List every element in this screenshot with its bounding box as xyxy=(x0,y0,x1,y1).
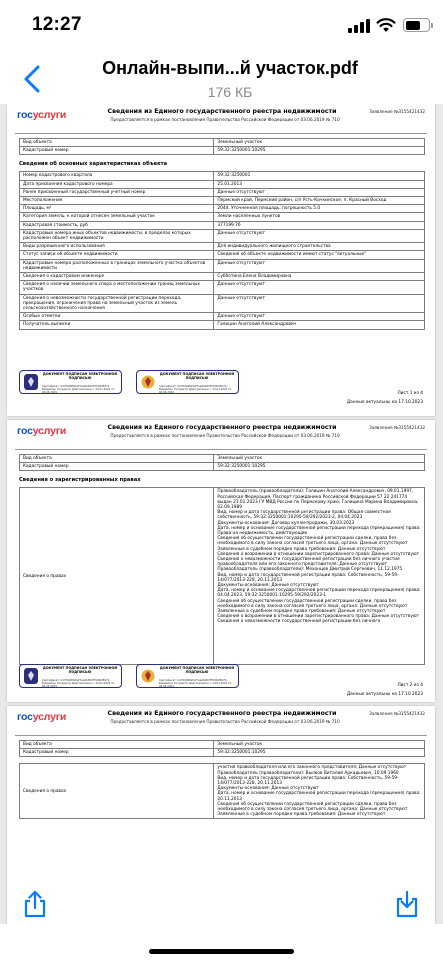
rights-line: Правообладатель (правообладатели): Галицин Анатолий Александрович, 09.01.1997, Российская Федерация, Паспорт гражданина Российской Федерации 57 22 241774 выдан 21.01.2023 ГУ МВД России по Пермскому краю; Галицина Марина Владимировна, 02.09.1989 xyxy=(217,489,419,511)
table-row: Кадастровые номера расположенных в границах земельного участка объектов недвижимости Данные отсутствуют xyxy=(20,259,425,272)
rights-line: Сведения о невозможности государственной регистрации без личного xyxy=(217,619,381,625)
table-row: Кадастровый номер 59:32:3250001:10295 xyxy=(20,749,425,757)
pdf-page-3 xyxy=(7,706,435,924)
file-size: 176 КБ xyxy=(207,84,253,100)
object-table xyxy=(19,138,425,155)
table-row: Сведения о правах участия правообладателя или его законного представителя: Данные отсутствуют Правообладатель (правообладатели): Вылков Виталий Аркадьевич, 10.09.1960 Вид, номер и дата государственной регистрации права: Собственность, 59-59-14/077/2013-228, 20.11.2013 Документы-основания: Данные отсутствуют Дата, номер и основание государственной регистрации перехода (прекращения) права: 20.11.2013 Сведения об осуществлении государственной регистрации сделки, права без необходимого в силу закона согласия третьего лица, органа: Данные отсутствуют Заявленные в судебном порядке права требования: Данные отсутствуют xyxy=(20,764,425,819)
rights-line: Дата, номер и основание государственной регистрации перехода (прекращения) права: Права на недвижимость, действующие xyxy=(217,525,421,537)
rights-line: Заявленные в судебном порядке права требования: Данные отсутствуют xyxy=(217,812,386,818)
rights-line: Документы-основания: Договор купли-продажи, 30.03.2023 xyxy=(217,520,355,526)
gosuslugi-logo: госуслуги xyxy=(17,109,67,121)
rights-line: Вид, номер и дата государственной регистрации права: Собственность, 59-59-14/077/2013-229, 20.11.2013 xyxy=(217,572,399,583)
rights-line: Документы-основания: Данные отсутствуют xyxy=(217,583,319,589)
rights-line: Сведения о невозможности государственной регистрации без личного участия правообладателя или его законного представителя: Данные отсутствуют xyxy=(217,557,400,568)
report-title: Сведения из Единого государственного реестра недвижимости xyxy=(107,424,337,431)
data-actual-date: Данные актуальны на 17.10.2023 xyxy=(346,400,423,405)
report-subtitle: Предоставляется в рамках постановления Правительства Российской Федерации от 03.06.2019 № 710 xyxy=(110,719,340,724)
rights-table xyxy=(19,763,425,819)
report-title: Сведения из Единого государственного реестра недвижимости xyxy=(107,710,337,717)
gosuslugi-logo: госуслуги xyxy=(17,711,67,723)
table-row: Статус записи об объекте недвижимости Сведения об объекте недвижимости имеют статус "актуальные" xyxy=(20,251,425,259)
table-row: Сведения о правах Правообладатель (правообладатели): Галицин Анатолий Александрович, 09.01.1997, Российская Федерация, Паспорт гражданина Российской Федерации 57 22 241774 выдан 21.01.2023 ГУ МВД России по Пермскому краю; Галицина Марина Владимировна, 02.09.1989 Вид, номер и дата государственной регистрации права: Общая совместная собственность, 59:32:3250001:10295-59/292/2023-2, 04.04.2023 Документы-основания: Договор купли-продажи, 30.03.2023 Дата, номер и основание государственной регистрации перехода (прекращения) права: Права на недвижимость, действующие Сведения об осуществлении государственной регистрации сделки, права без необходимого в силу закона согласия третьего лица, органа: Данные отсутствуют Заявленные в судебном порядке права требования: Данные отсутствуют Сведения о возражении в отношении зарегистрированного права: Данные отсутствуют Сведения о невозможности государственной регистрации без личного участия правообладателя или его законного представителя: Данные отсутствуют Правообладатель (правообладатели): Мехонцев Дмитрий Сергеевич, 11.12.1975 Вид, номер и дата государственной регистрации права: Собственность, 59-59-14/077/2013-229, 20.11.2013 Документы-основания: Данные отсутствуют Дата, номер и основание государственной регистрации перехода (прекращения) права: 04.04.2023, 59:32:3250001:10295-59/292/2023-1 Сведения об осуществлении государственной регистрации сделки, права без необходимого в силу закона согласия третьего лица, органа: Данные отсутствуют Заявленные в судебном порядке права требования: Данные отсутствуют Сведения о возражении в отношении зарегистрированного права: Данные отсутствуют Сведения о невозможности государственной регистрации без личного xyxy=(20,488,425,665)
emblem-icon xyxy=(141,668,155,684)
page-number: Лист 1 из 4 xyxy=(397,391,423,396)
table-row: Особые отметки Данные отсутствуют xyxy=(20,313,425,321)
emblem-icon xyxy=(24,374,38,390)
page-header xyxy=(15,706,427,736)
table-row: Дата присвоения кадастрового номера 25.01.2013 xyxy=(20,180,425,188)
application-number: Заявление №3155421432 xyxy=(369,425,425,430)
status-bar xyxy=(0,0,443,52)
table-row: Номер кадастрового квартала 59:32:3250001 xyxy=(20,172,425,180)
table-row: Виды разрешенного использования Для индивидуального жилищного строительства xyxy=(20,243,425,251)
page-header xyxy=(15,420,427,450)
share-icon[interactable] xyxy=(20,889,50,919)
table-row: Вид объекта Земельный участок xyxy=(20,741,425,749)
rights-line: Вид, номер и дата государственной регистрации права: Общая совместная собственность, 59:32:3250001:10295-59/292/2023-2, 04.04.2023 xyxy=(217,510,391,521)
object-table xyxy=(19,454,425,471)
table-row: Категория земель, к которой отнесен земельный участок Земли населенных пунктов xyxy=(20,213,425,221)
application-number: Заявление №3155421432 xyxy=(369,109,425,114)
data-actual-date: Данные актуальны на 17.10.2023 xyxy=(346,692,423,697)
table-row: Кадастровая стоимость, руб 377199.76 xyxy=(20,221,425,229)
download-icon[interactable] xyxy=(392,889,422,919)
report-subtitle: Предоставляется в рамках постановления Правительства Российской Федерации от 03.06.2019 № 710 xyxy=(110,117,340,122)
table-row: Местоположение Пермский край, Пермский район, с/п Усть-Качкинское, п. Красный Восход xyxy=(20,197,425,205)
table-row: Сведения о кадастровом инженере Субботина Елена Владимировна xyxy=(20,273,425,281)
rights-table xyxy=(19,487,425,665)
rights-line: Дата, номер и основание государственной регистрации перехода (прекращения) права: 20.11.2013 xyxy=(217,791,421,802)
gosuslugi-logo: госуслуги xyxy=(17,425,67,437)
table-row: Вид объекта Земельный участок xyxy=(20,139,425,147)
status-time: 12:27 xyxy=(32,14,82,35)
signature-stamp: ДОКУМЕНТ ПОДПИСАН ЭЛЕКТРОННОЙ ПОДПИСЬЮ Сертификат: 04754b88a5af7ae9b4fbf7f9d0bf697b Владелец: Росреестр Действителен: с 10.01.2023 по 04.04.2024 xyxy=(136,664,239,688)
table-row: Площадь, м² 2044. Уточненная площадь, погрешность 5.0 xyxy=(20,205,425,213)
chevron-left-icon[interactable] xyxy=(20,64,46,94)
rights-line: Документы-основания: Данные отсутствуют xyxy=(217,786,319,792)
report-subtitle: Предоставляется в рамках постановления Правительства Российской Федерации от 03.06.2019 № 710 xyxy=(110,433,340,438)
signature-stamp: ДОКУМЕНТ ПОДПИСАН ЭЛЕКТРОННОЙ ПОДПИСЬЮ Сертификат: 04754b88a5af7ae9b4fbf7f9d0bf697b Владелец: Росреестр Действителен: с 10.01.2023 по 04.04.2024 xyxy=(19,664,122,688)
bottom-toolbar xyxy=(0,924,443,960)
rights-line: Заявленные в судебном порядке права требования: Данные отсутствуют xyxy=(217,546,386,552)
table-row: Кадастровый номер 59:32:3250001:10295 xyxy=(20,463,425,471)
table-row: Получатель выписки Галицин Анатолий Александрович xyxy=(20,321,425,329)
page-header xyxy=(15,104,427,134)
table-row: Вид объекта Земельный участок xyxy=(20,455,425,463)
section-heading: Сведения об основных характеристиках объекта xyxy=(19,161,168,168)
rights-line: Правообладатель (правообладатели): Мехонцев Дмитрий Сергеевич, 11.12.1975 xyxy=(217,567,403,573)
rights-line: Сведения об осуществлении государственной регистрации сделки, права без необходимого в силу закона согласия третьего лица, органа: Данные отсутствуют xyxy=(217,536,408,547)
rights-line: Дата, номер и основание государственной регистрации перехода (прекращения) права: 04.04.2023, 59:32:3250001:10295-59/292/2023-1 xyxy=(217,588,421,599)
rights-line: Сведения об осуществлении государственной регистрации сделки, права без необходимого в силу закона согласия третьего лица, органа: Данные отсутствуют xyxy=(217,801,408,813)
table-row: Ранее присвоенный государственный учетный номер Данные отсутствуют xyxy=(20,188,425,196)
table-row: Кадастровый номер 59:32:3250001:10295 xyxy=(20,147,425,155)
battery-icon xyxy=(403,18,430,32)
rights-line: Сведения о возражении в отношении зарегистрированного права: Данные отсутствуют xyxy=(217,614,420,620)
section-heading: Сведения о зарегистрированных правах xyxy=(19,477,141,484)
rights-line: Правообладатель (правообладатели): Вылков Виталий Аркадьевич, 10.09.1960 xyxy=(217,770,399,776)
rights-line: участия правообладателя или его законного представителя: Данные отсутствуют xyxy=(217,765,407,771)
object-table xyxy=(19,740,425,757)
signature-stamp: ДОКУМЕНТ ПОДПИСАН ЭЛЕКТРОННОЙ ПОДПИСЬЮ Сертификат: 04754b88a5af7ae9b4fbf7f9d0bf697b Владелец: Росреестр Действителен: с 10.01.2023 по 04.04.2024 xyxy=(19,370,122,394)
home-indicator xyxy=(149,949,294,954)
characteristics-table xyxy=(19,171,425,329)
signature-stamp: ДОКУМЕНТ ПОДПИСАН ЭЛЕКТРОННОЙ ПОДПИСЬЮ Сертификат: 04754b88a5af7ae9b4fbf7f9d0bf697b Владелец: Росреестр Действителен: с 10.01.2023 по 04.04.2024 xyxy=(136,370,239,394)
emblem-icon xyxy=(141,374,155,390)
cellular-signal-icon xyxy=(348,19,370,33)
report-title: Сведения из Единого государственного реестра недвижимости xyxy=(107,108,337,115)
rights-line: Вид, номер и дата государственной регистрации права: Собственность, 59-59-14/077/2013-228, 20.11.2013 xyxy=(217,775,399,787)
rights-line: Заявленные в судебном порядке права требования: Данные отсутствуют xyxy=(217,609,386,615)
rights-line: Сведения об осуществлении государственной регистрации сделки, права без необходимого в силу закона согласия третьего лица, органа: Данные отсутствуют xyxy=(217,598,408,609)
page-number: Лист 2 из 4 xyxy=(397,683,423,688)
table-row: Кадастровые номера иных объектов недвижимости, в пределах которых расположен объект недвижимости Данные отсутствуют xyxy=(20,229,425,242)
table-row: Сведения о наличии земельного спора о местоположении границ земельных участков Данные отсутствуют xyxy=(20,281,425,294)
wifi-icon xyxy=(376,17,396,33)
application-number: Заявление №3155421432 xyxy=(369,711,425,716)
pdf-page-1 xyxy=(7,104,435,416)
rights-line: Сведения о возражении в отношении зарегистрированного права: Данные отсутствуют xyxy=(217,551,420,557)
emblem-icon xyxy=(24,668,38,684)
pdf-viewer[interactable] xyxy=(0,104,443,924)
table-row: Сведения о невозможности государственной регистрации перехода, прекращения, ограничения права на земельный участок из земель сельскохозяйственного назначения Данные отсутствуют xyxy=(20,294,425,313)
document-title: Онлайн-выпи...й участок.pdf xyxy=(102,58,358,78)
pdf-page-2 xyxy=(7,420,435,702)
